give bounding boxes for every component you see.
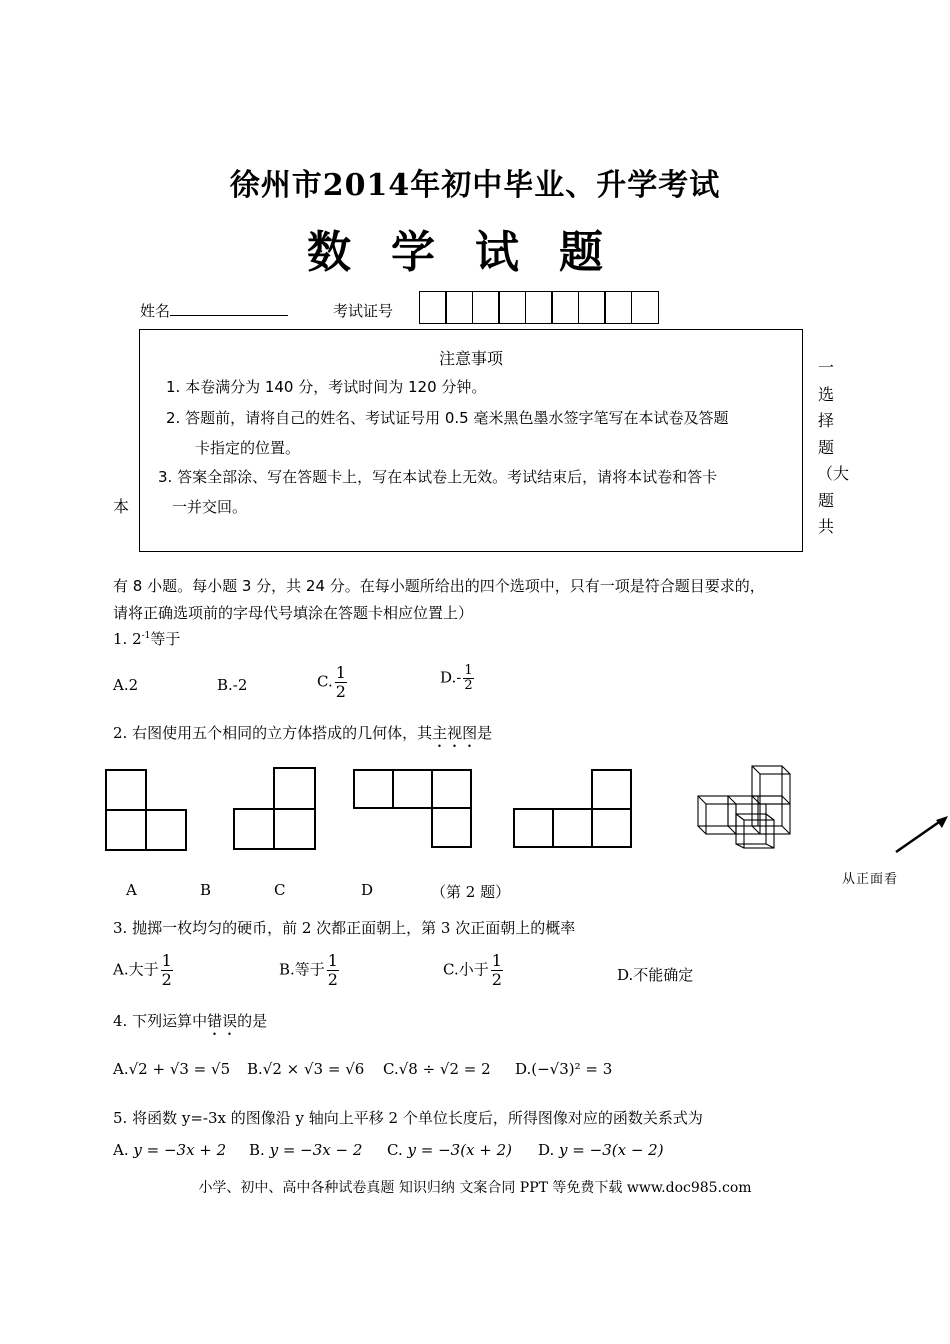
q3-option-b xyxy=(279,952,341,989)
q2-figure-a xyxy=(104,768,190,852)
q4-option-c xyxy=(383,1060,491,1078)
q2-b-square xyxy=(274,809,315,849)
q3-option-c xyxy=(443,952,505,989)
q2-c-square xyxy=(393,770,432,808)
name-label: 姓名 xyxy=(140,302,171,320)
q2-c-square xyxy=(354,770,393,808)
q5-option-c xyxy=(387,1141,512,1159)
q3-b-fraction xyxy=(327,952,339,989)
id-box xyxy=(419,291,447,324)
q1-option-c xyxy=(317,664,349,701)
q2-d-square xyxy=(592,809,631,847)
q2-figure-d xyxy=(512,768,634,850)
q3-b-label: B.等于 xyxy=(279,960,325,979)
id-box xyxy=(445,291,473,324)
q3-a-fraction xyxy=(161,952,173,989)
q1-d-numerator: 1 xyxy=(464,663,473,678)
q1-d-denominator: 2 xyxy=(464,678,473,693)
footer-text: 小学、初中、高中各种试卷真题 知识归纳 文案合同 PPT 等免费下载 www.doc985.com xyxy=(198,1180,752,1196)
q4-option-b xyxy=(247,1060,364,1078)
exam-title: 徐州市2014年初中毕业、升学考试 xyxy=(229,168,721,203)
q4-b-expression: √2 × √3 = √6 xyxy=(262,1060,365,1078)
q2-figure-c xyxy=(352,768,474,850)
q4-stem xyxy=(113,1010,267,1039)
notice-title: 注意事项 xyxy=(438,349,503,368)
id-boxes xyxy=(420,291,659,324)
q3-a-numerator: 1 xyxy=(161,951,172,970)
q1-d-fraction xyxy=(463,664,473,693)
q1-c-numerator: 1 xyxy=(335,663,346,682)
q2-a-square xyxy=(106,770,146,810)
subject-title: 数学试题 xyxy=(307,227,643,278)
q3-c-denominator: 2 xyxy=(491,970,502,989)
q5-d-label: D. xyxy=(538,1141,555,1159)
q5-b-label: B. xyxy=(249,1141,265,1159)
q3-b-numerator: 1 xyxy=(327,951,338,970)
q4-stem-head: 4. 下列运算中 xyxy=(113,1012,208,1030)
q2-stem-head: 2. 右图使用五个相同的立方体搭成的几何体，其 xyxy=(113,724,433,742)
q4-a-label: A. xyxy=(113,1060,129,1078)
id-box xyxy=(525,291,553,324)
id-label: 考试证号 xyxy=(333,302,394,320)
q3-option-a xyxy=(113,952,175,989)
q5-c-expression: y = −3(x + 2) xyxy=(407,1141,513,1159)
q5-c-label: C. xyxy=(387,1141,403,1159)
section-ben: 本 xyxy=(113,497,130,516)
q2-d-square xyxy=(553,809,592,847)
id-box xyxy=(551,291,579,324)
q2-stem xyxy=(113,722,492,751)
q2-label-d: D xyxy=(361,881,374,899)
q5-b-expression: y = −3x − 2 xyxy=(269,1141,363,1159)
q4-c-expression: √8 ÷ √2 = 2 xyxy=(398,1060,491,1078)
q5-option-b xyxy=(249,1141,362,1159)
name-blank xyxy=(170,301,288,316)
q2-c-square xyxy=(432,770,471,808)
section-instruction-2: 请将正确选项前的字母代号填涂在答题卡相应位置上） xyxy=(113,604,474,622)
q4-c-label: C. xyxy=(383,1060,399,1078)
q2-stem-emphasis: 主视图 xyxy=(432,724,478,742)
q5-d-expression: y = −3(x − 2) xyxy=(559,1141,664,1159)
q1-c-denominator: 2 xyxy=(335,682,346,701)
notice-box xyxy=(139,329,803,552)
id-box xyxy=(472,291,500,324)
q3-c-fraction xyxy=(491,952,503,989)
q5-a-label: A. xyxy=(113,1141,129,1159)
q5-stem: 5. 将函数 y=-3x 的图像沿 y 轴向上平移 2 个单位长度后，所得图像对应的函数关系式为 xyxy=(113,1109,703,1127)
q2-b-square xyxy=(234,809,274,849)
q2-label-b: B xyxy=(200,881,212,899)
id-box xyxy=(498,291,526,324)
q2-view-direction: 从正面看 xyxy=(842,872,899,887)
notice-item-3b: 一并交回。 xyxy=(172,498,248,516)
q1-d-label: D.- xyxy=(440,668,462,687)
notice-item-1: 1. 本卷满分为 140 分，考试时间为 120 分钟。 xyxy=(166,378,487,396)
notice-item-3a: 3. 答案全部涂、写在答题卡上，写在本试卷上无效。考试结束后，请将本试卷和答卡 xyxy=(158,468,718,486)
q2-d-square xyxy=(514,809,553,847)
q2-c-square xyxy=(432,808,471,847)
q3-c-label: C.小于 xyxy=(443,960,489,979)
id-box xyxy=(631,291,659,324)
q4-stem-tail: 的是 xyxy=(237,1012,268,1030)
section-instruction-1: 有 8 小题。每小题 3 分，共 24 分。在每小题所给出的四个选项中，只有一项是符合题目要求的， xyxy=(113,577,765,595)
q3-stem: 3. 抛掷一枚均匀的硬币，前 2 次都正面朝上，第 3 次正面朝上的概率 xyxy=(113,919,576,937)
q4-d-expression: (−√3)² = 3 xyxy=(531,1060,613,1078)
q2-label-a: A xyxy=(126,881,137,899)
q1-base: 1. 2 xyxy=(113,630,142,648)
q2-b-square xyxy=(274,768,315,809)
q2-d-square xyxy=(592,770,631,809)
section-side-text: 一选择题（大题共 xyxy=(817,358,850,536)
q1-exponent: -1 xyxy=(141,631,151,641)
q2-label-c: C xyxy=(274,881,286,899)
q5-option-a xyxy=(113,1141,226,1159)
q3-a-denominator: 2 xyxy=(161,970,172,989)
q3-option-d: D.不能确定 xyxy=(617,966,694,984)
q1-c-fraction xyxy=(335,664,347,701)
id-box xyxy=(578,291,606,324)
q1-stem-tail: 等于 xyxy=(150,630,181,648)
q1-c-label: C. xyxy=(317,672,333,691)
q3-c-numerator: 1 xyxy=(491,951,502,970)
q1-option-d xyxy=(440,664,476,693)
q1-option-b: B.-2 xyxy=(217,676,248,694)
q2-cube-structure xyxy=(694,762,800,852)
q1-stem xyxy=(113,628,180,649)
name-field xyxy=(140,300,288,321)
q2-caption: （第 2 题） xyxy=(431,883,511,901)
q2-a-square xyxy=(106,810,146,850)
q5-option-d xyxy=(538,1141,664,1159)
q1-option-a: A.2 xyxy=(113,676,139,694)
q3-a-label: A.大于 xyxy=(113,960,159,979)
notice-item-2a: 2. 答题前，请将自己的姓名、考试证号用 0.5 毫米黑色墨水签字笔写在本试卷及答题 xyxy=(166,409,729,427)
q4-stem-emphasis: 错误 xyxy=(207,1012,238,1030)
q4-b-label: B. xyxy=(247,1060,263,1078)
q5-a-expression: y = −3x + 2 xyxy=(133,1141,227,1159)
notice-item-2b: 卡指定的位置。 xyxy=(195,439,301,457)
q4-d-label: D. xyxy=(515,1060,532,1078)
q2-stem-tail: 是 xyxy=(477,724,493,742)
q4-a-expression: √2 + √3 = √5 xyxy=(128,1060,231,1078)
q2-view-arrow xyxy=(892,812,950,856)
q4-option-d xyxy=(515,1060,612,1078)
id-box xyxy=(604,291,632,324)
q3-b-denominator: 2 xyxy=(327,970,338,989)
q2-figure-b xyxy=(232,766,318,852)
q4-option-a xyxy=(113,1060,230,1078)
q2-a-square xyxy=(146,810,186,850)
